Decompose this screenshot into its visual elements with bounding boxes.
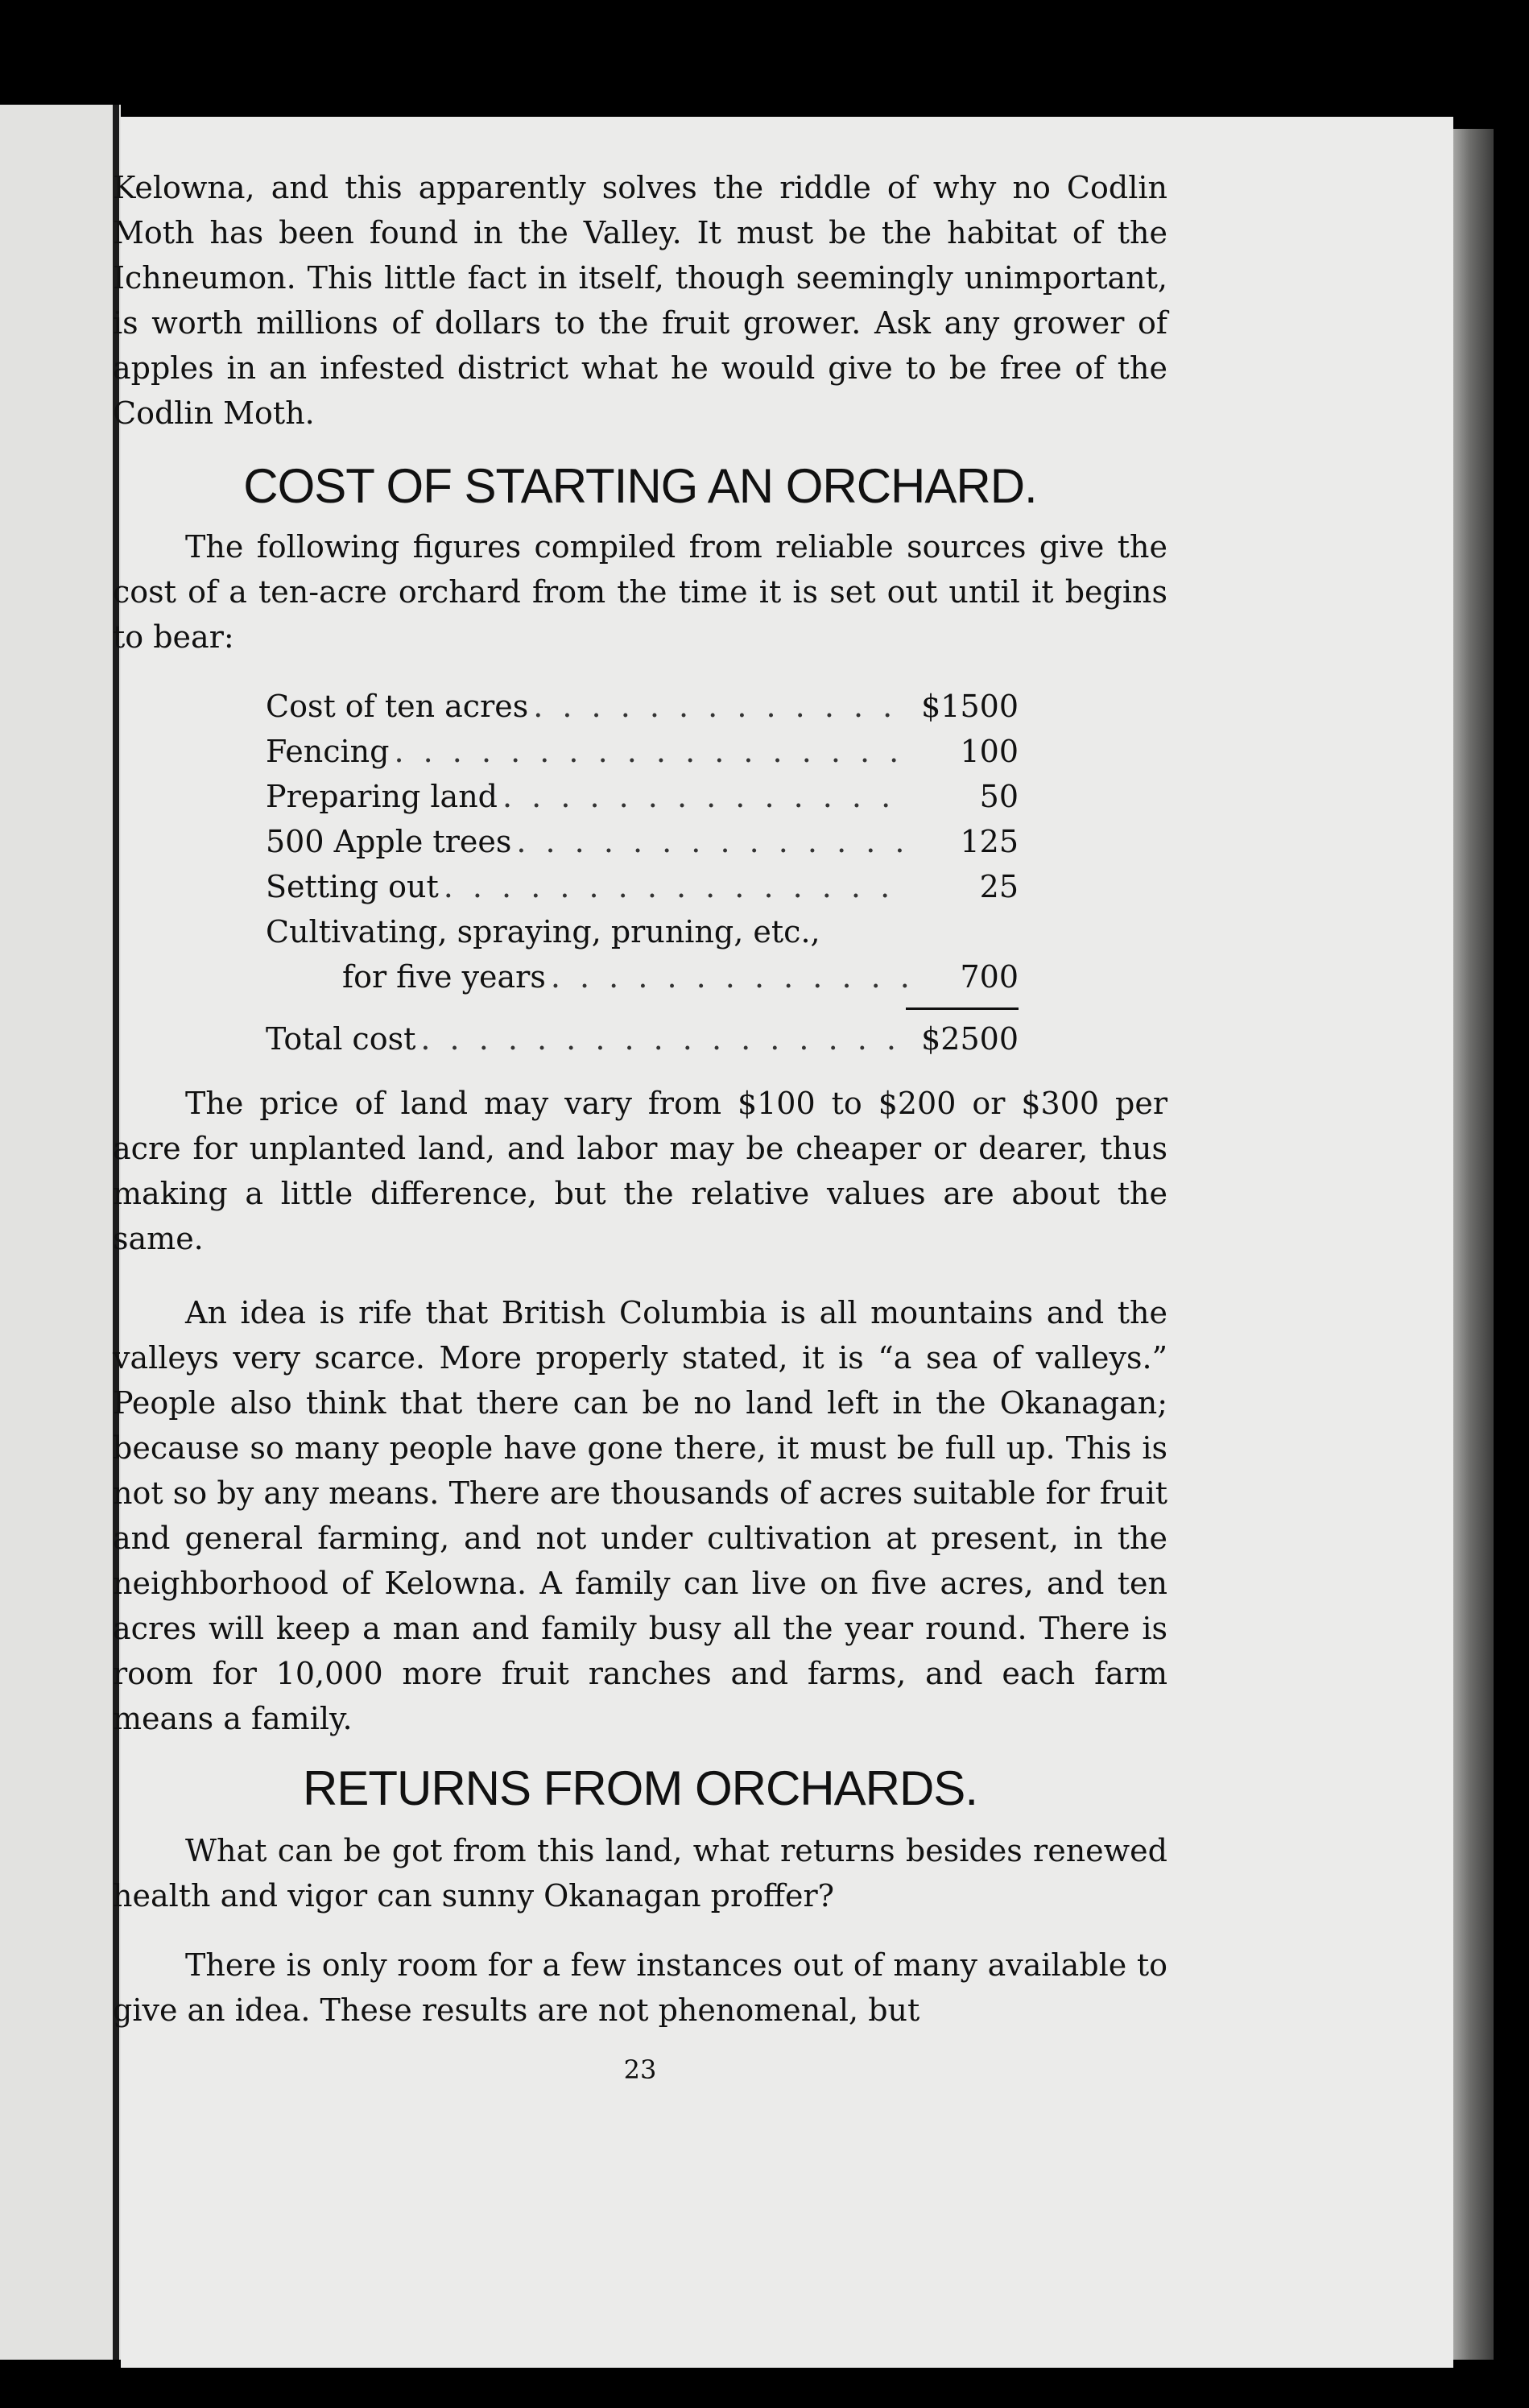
instances-paragraph: There is only room for a few instances out of many available to give an idea. These results are not phenomenal, but [113,1947,1167,2028]
cost-amount: 25 [979,869,1019,904]
leader-dots [551,954,909,999]
page-content [113,165,1167,2092]
cost-row [266,774,1019,819]
intro-paragraph: Kelowna, and this apparently solves the riddle of why no Codlin Moth has been found in the Valley. It must be the habitat of the Ichneumon. This little fact in itself, though seemingly unimportant, is worth millions of dollars to the fruit grower. Ask any grower of apples in an infested district what he would give to be free of the Codlin Moth. [113,170,1167,431]
page-edge [1453,129,1494,2360]
heading-returns: RETURNS FROM ORCHARDS. [302,1761,977,1815]
leader-dots [516,819,909,864]
leader-dots [420,1016,909,1061]
total-row [266,1016,1019,1061]
cost-row [266,909,1019,954]
cost-item: 500 Apple trees [266,824,512,859]
cost-amount: 50 [979,779,1019,814]
leader-dots [533,684,909,729]
heading-cost: COST OF STARTING AN ORCHARD. [243,459,1037,513]
cost-row [266,864,1019,909]
cost-intro-paragraph: The following figures compiled from reliable sources give the cost of a ten-acre orchard from the time it is set out until it begins to bear: [113,529,1167,655]
cost-amount: 125 [960,824,1019,859]
cost-table [266,684,1019,1061]
leader-dots [444,864,909,909]
cost-item: Preparing land [266,779,498,814]
cost-item-continued: for five years [342,959,546,995]
leader-dots [502,774,909,819]
cost-item: Cost of ten acres [266,689,529,724]
price-paragraph: The price of land may vary from $100 to $200 or $300 per acre for unplanted land, and labor may be cheaper or dearer, thus making a little difference, but the relative values are about the same. [113,1086,1167,1256]
cost-amount: 100 [960,734,1019,769]
cost-row [266,684,1019,729]
cost-row [266,819,1019,864]
cost-item: Cultivating, spraying, pruning, etc., [266,914,820,950]
facing-page [0,105,121,2360]
page-number: 23 [623,2054,657,2085]
total-amount: $2500 [921,1021,1019,1057]
returns-paragraph: What can be got from this land, what returns besides renewed health and vigor can sunny Okanagan proffer? [113,1833,1167,1914]
leader-dots [394,729,909,774]
cost-row [266,729,1019,774]
cost-item: Fencing [266,734,390,769]
total-label: Total cost [266,1021,416,1057]
total-rule [906,1007,1019,1010]
idea-paragraph: An idea is rife that British Columbia is all mountains and the valleys very scarce. More properly stated, it is “a sea of valleys.” People also think that there can be no land left in the Okanagan; because so many people have gone there, it must be full up. This is not so by any means. There are thousands of acres suitable for fruit and general farming, and not under cultivation at present, in the neighborhood of Kelowna. A family can live on five acres, and ten acres will keep a man and family busy all the year round. There is room for 10,000 more fruit ranches and farms, and each farm means a family. [113,1295,1167,1736]
cost-amount: 700 [960,959,1019,995]
cost-row-continued [266,954,1019,999]
cost-amount: $1500 [921,689,1019,724]
cost-item: Setting out [266,869,439,904]
